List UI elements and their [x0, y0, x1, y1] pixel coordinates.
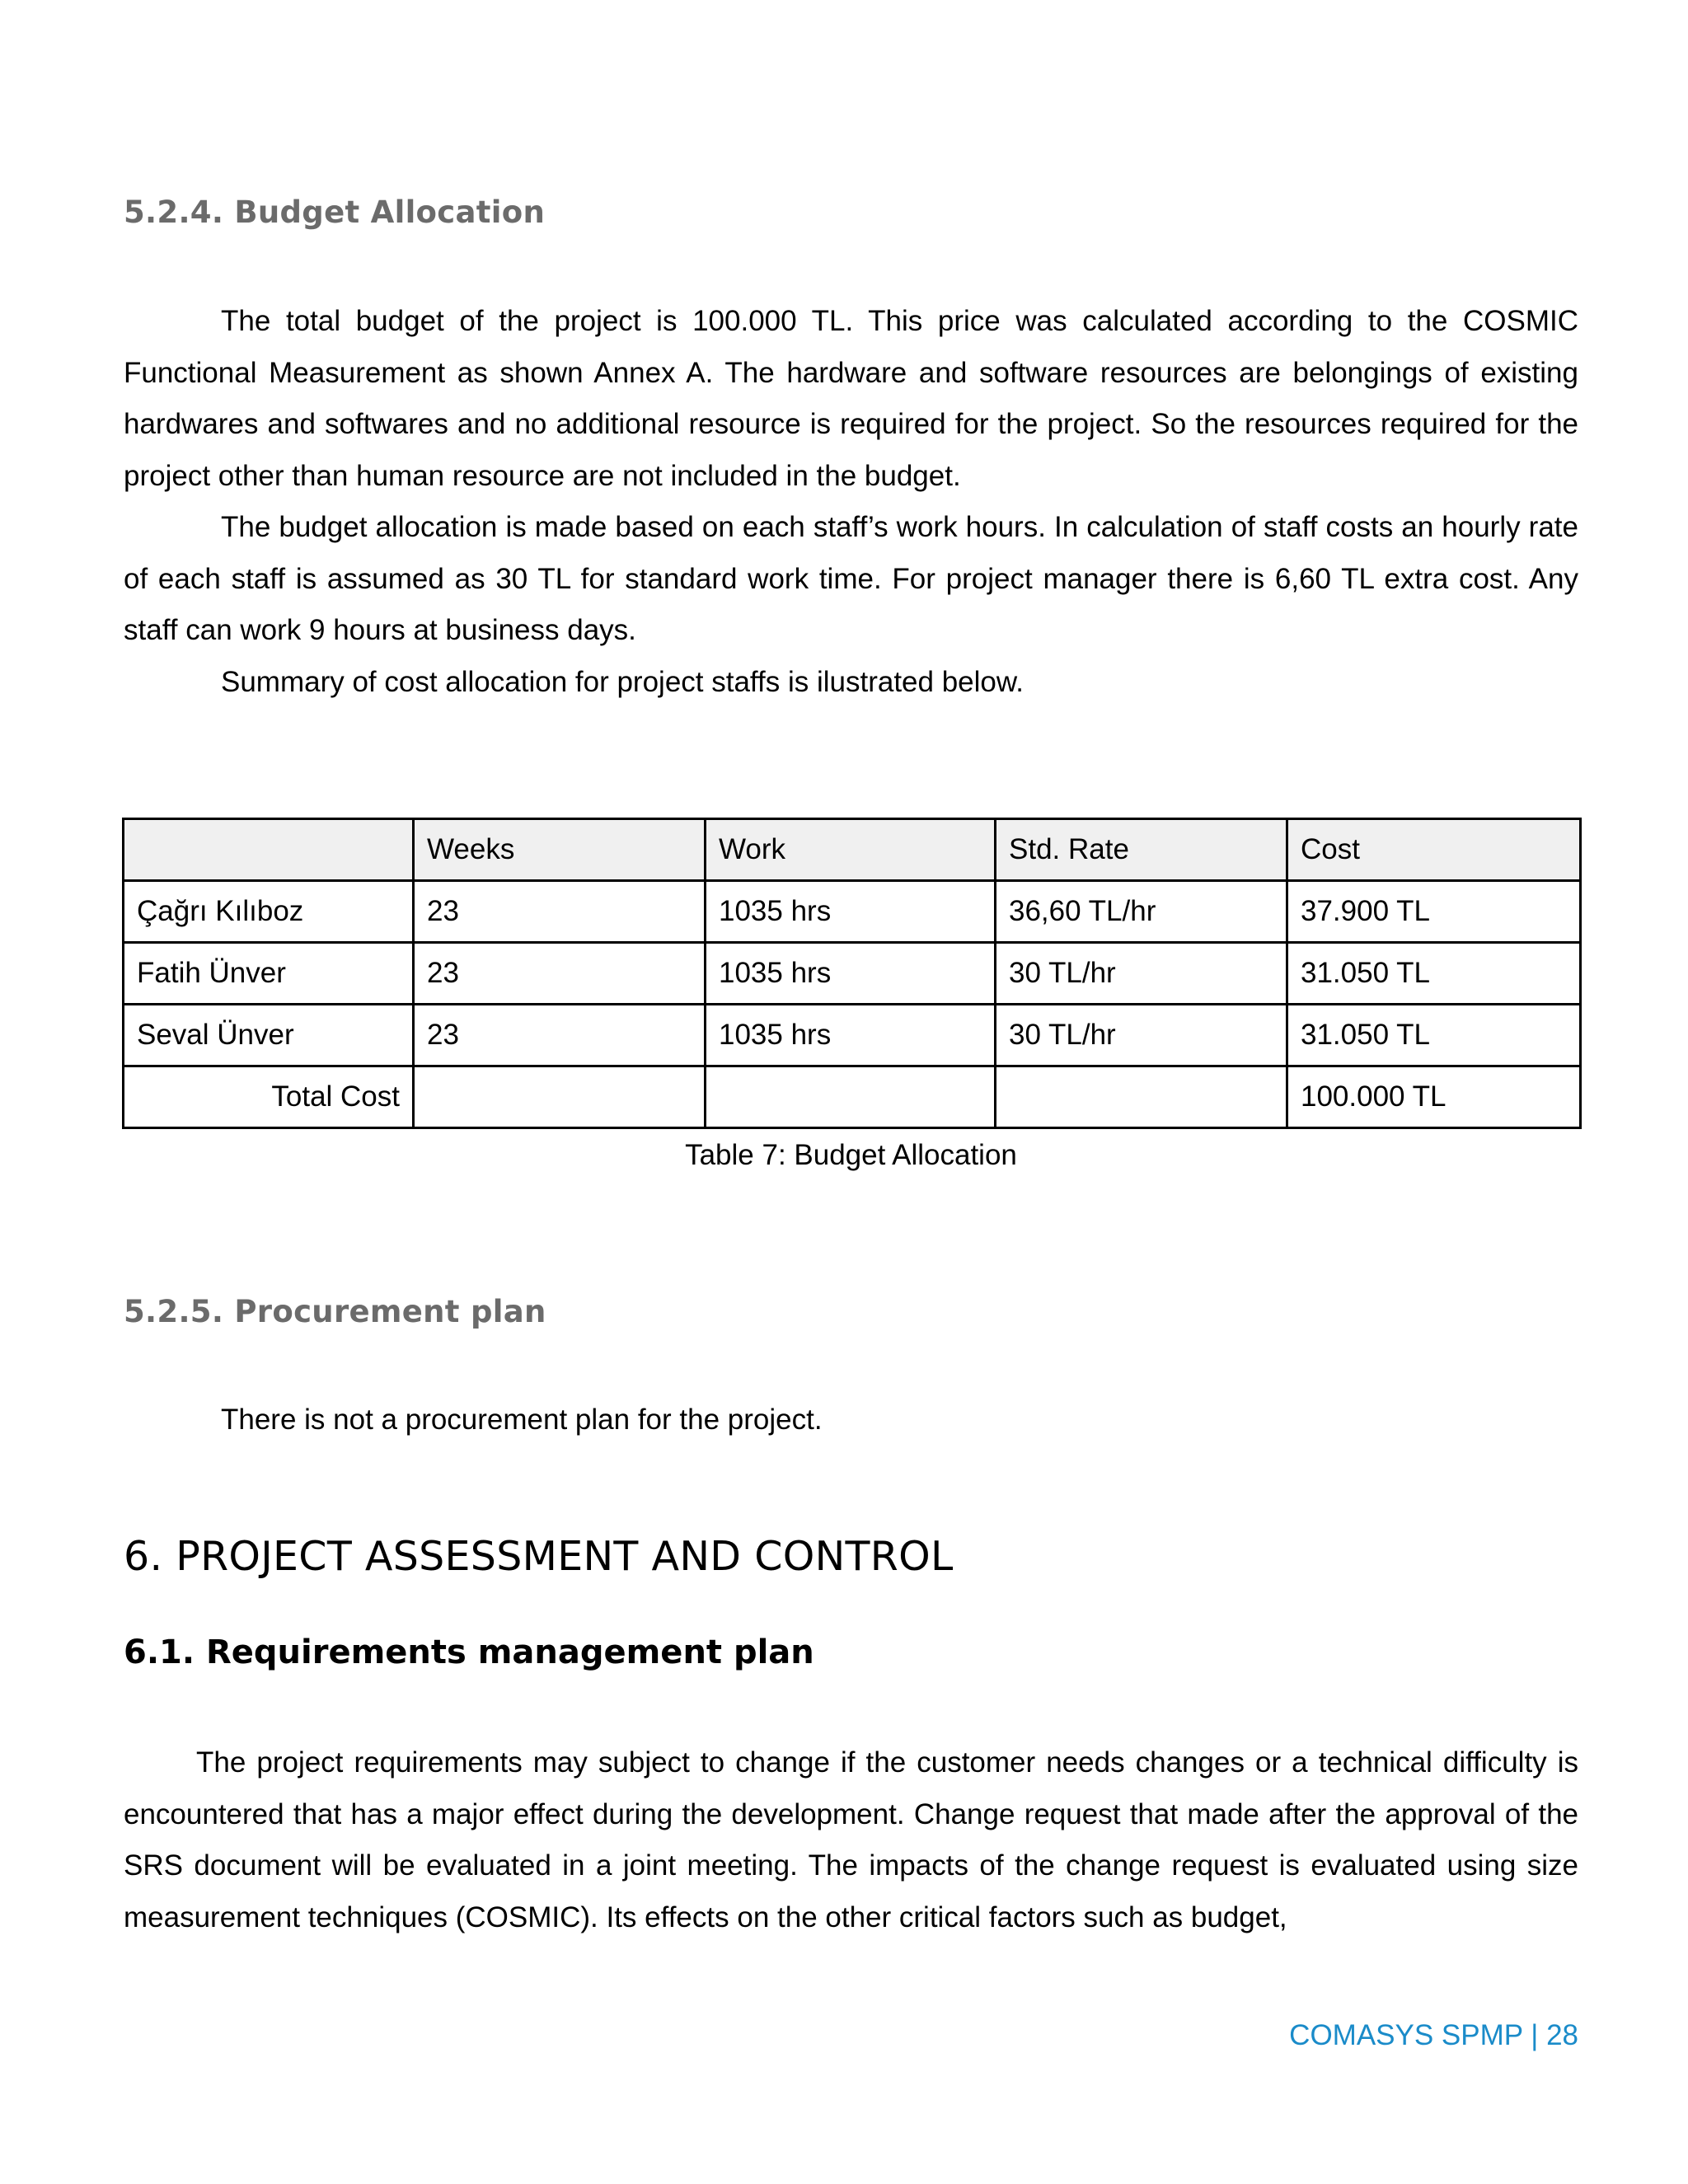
cell-staff-name: Fatih Ünver: [124, 943, 414, 1005]
paragraph-procurement: There is not a procurement plan for the project.: [221, 1404, 823, 1436]
footer-separator: |: [1531, 2019, 1539, 2051]
table-row: [124, 1005, 1581, 1066]
section-heading-requirements-management: 6.1. Requirements management plan: [124, 1633, 814, 1671]
cell-std-rate: 30 TL/hr: [996, 943, 1287, 1005]
cell-weeks: 23: [414, 943, 706, 1005]
table-caption: Table 7: Budget Allocation: [685, 1139, 1017, 1171]
cell-work: 1035 hrs: [706, 1005, 996, 1066]
cell-std-rate: 30 TL/hr: [996, 1005, 1287, 1066]
table-header-row: [124, 819, 1581, 881]
cell-work: 1035 hrs: [706, 881, 996, 943]
cell-total-cost: 100.000 TL: [1287, 1066, 1581, 1128]
table-total-row: [124, 1066, 1581, 1128]
chapter-heading-assessment-control: 6. PROJECT ASSESSMENT AND CONTROL: [124, 1533, 954, 1580]
page-footer: [1289, 2019, 1578, 2052]
table-row: [124, 881, 1581, 943]
cell-empty: [414, 1066, 706, 1128]
paragraph-total-budget: The total budget of the project is 100.000 TL. This price was calculated according to the COSMIC Functional Measurement as shown Annex A. The hardware and software resources are belongings of existing hardwares and softwares and no additional resource is required for the project. So the resources required for the project other than human resource are not included in the budget.: [124, 305, 1578, 492]
requirements-management-body: [124, 1737, 1578, 1943]
header-cell-cost: Cost: [1287, 819, 1581, 881]
paragraph-summary: Summary of cost allocation for project staffs is ilustrated below.: [221, 665, 1024, 698]
section-heading-procurement-plan: 5.2.5. Procurement plan: [124, 1294, 546, 1329]
document-page: [124, 0, 1578, 2184]
cell-weeks: 23: [414, 881, 706, 943]
header-cell-weeks: Weeks: [414, 819, 706, 881]
budget-allocation-table: [122, 818, 1582, 1129]
cell-cost: 37.900 TL: [1287, 881, 1581, 943]
table-row: [124, 943, 1581, 1005]
budget-allocation-body: [124, 296, 1578, 708]
cell-empty: [706, 1066, 996, 1128]
header-cell-std-rate: Std. Rate: [996, 819, 1287, 881]
paragraph-requirements-change: The project requirements may subject to change if the customer needs changes or a technical difficulty is encountered that has a major effect during the development. Change request that made after the approval of the SRS document will be evaluated in a joint meeting. The impacts of the change request is evaluated using size measurement techniques (COSMIC). Its effects on the other critical factors such as budget,: [124, 1746, 1578, 1933]
header-cell-empty: [124, 819, 414, 881]
header-cell-work: Work: [706, 819, 996, 881]
cell-work: 1035 hrs: [706, 943, 996, 1005]
cell-total-label: Total Cost: [124, 1066, 414, 1128]
cell-std-rate: 36,60 TL/hr: [996, 881, 1287, 943]
footer-page-number: 28: [1546, 2019, 1578, 2051]
cell-cost: 31.050 TL: [1287, 1005, 1581, 1066]
cell-staff-name: Seval Ünver: [124, 1005, 414, 1066]
cell-weeks: 23: [414, 1005, 706, 1066]
cell-staff-name: Çağrı Kılıboz: [124, 881, 414, 943]
footer-doc-name: COMASYS SPMP: [1289, 2019, 1523, 2051]
section-heading-budget-allocation: 5.2.4. Budget Allocation: [124, 194, 546, 230]
cell-empty: [996, 1066, 1287, 1128]
procurement-plan-body: [124, 1394, 1578, 1446]
cell-cost: 31.050 TL: [1287, 943, 1581, 1005]
paragraph-staff-rate: The budget allocation is made based on each staff’s work hours. In calculation of staff costs an hourly rate of each staff is assumed as 30 TL for standard work time. For project manager there is 6,60 TL extra cost. Any staff can work 9 hours at business days.: [124, 511, 1578, 646]
